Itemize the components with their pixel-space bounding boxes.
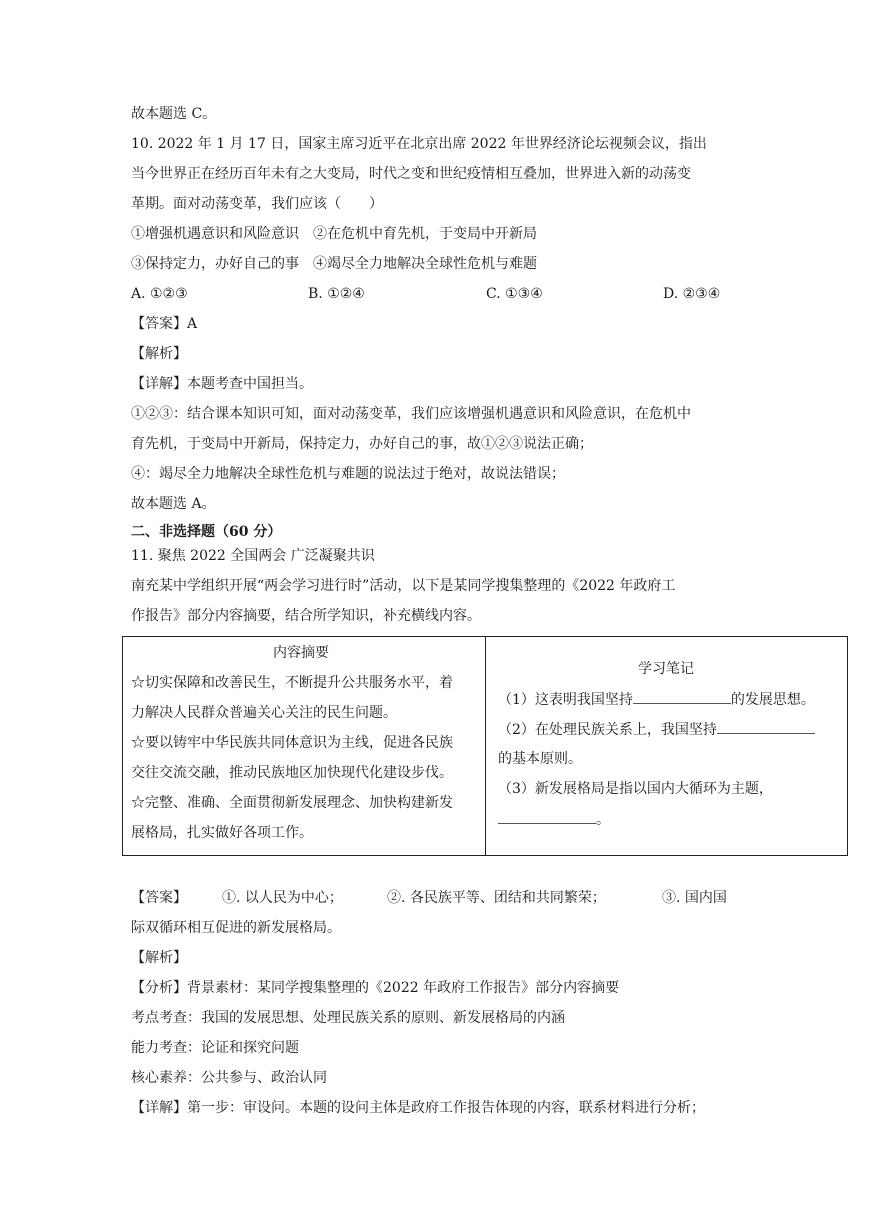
left-line-6: 展格局，扎实做好各项工作。 <box>131 825 313 841</box>
left-line-4: 交往交流交融，推动民族地区加快现代化建设步伐。 <box>131 765 453 781</box>
note-2-pre: （2）在处理民族关系上，我国坚持 <box>498 722 717 738</box>
q10-stem-line-2: 当今世界正在经历百年未有之大变局，时代之变和世纪疫情相互叠加，世界进入新的动荡变 <box>131 166 691 182</box>
q10-stem-line-1: 10. 2022 年 1 月 17 日，国家主席习近平在北京出席 2022 年世界经济论坛视频会议，指出 <box>131 136 707 152</box>
q11-answer-part-2: ②. 各民族平等、团结和共同繁荣； <box>387 890 606 906</box>
left-line-1: ☆切实保障和改善民生，不断提升公共服务水平，着 <box>131 675 453 691</box>
note-2 <box>498 719 815 740</box>
table-divider <box>485 637 486 855</box>
note-1-post: 的发展思想。 <box>730 692 815 708</box>
note-1 <box>498 689 815 710</box>
right-header: 学习笔记 <box>638 661 694 677</box>
left-line-5: ☆完整、准确、全面贯彻新发展理念、加快构建新发 <box>131 795 453 811</box>
q10-detail-line-3: 育先机，于变局中开新局，保持定力，办好自己的事，故①②③说法正确； <box>131 436 593 452</box>
q11-analysis-line-5: 【详解】第一步：审设问。本题的设问主体是政府工作报告体现的内容，联系材料进行分析； <box>131 1100 705 1116</box>
q11-analysis-line-4: 核心素养：公共参与、政治认同 <box>131 1070 327 1086</box>
q11-answer-part-1: ①. 以人民为中心； <box>222 890 343 906</box>
q10-statements-line-1: ①增强机遇意识和风险意识 ②在危机中育先机，于变局中开新局 <box>131 226 537 242</box>
note-2-blank <box>717 719 815 734</box>
note-3-post: 。 <box>596 812 610 828</box>
q10-stem-line-3: 革期。面对动荡变革，我们应该（ ） <box>131 196 383 212</box>
q11-analysis-line-3: 能力考查：论证和探究问题 <box>131 1040 299 1056</box>
q11-answer-cont: 际双循环相互促进的新发展格局。 <box>131 920 341 936</box>
q11-answer-part-3: ③. 国内国 <box>662 890 727 906</box>
q10-detail-line-4: ④：竭尽全力地解决全球性危机与难题的说法过于绝对，故说法错误； <box>131 466 565 482</box>
q11-title: 11. 聚焦 2022 全国两会 广泛凝聚共识 <box>131 548 375 564</box>
q11-analysis-line-2: 考点考查：我国的发展思想、处理民族关系的原则、新发展格局的内涵 <box>131 1010 565 1026</box>
q11-analysis-line-1: 【分析】背景素材：某同学搜集整理的《2022 年政府工作报告》部分内容摘要 <box>131 980 620 996</box>
q10-detail-line-1: 【详解】本题考查中国担当。 <box>131 376 313 392</box>
left-header: 内容摘要 <box>273 645 329 661</box>
note-2-cont: 的基本原则。 <box>498 751 582 767</box>
q11-intro-line-1: 南充某中学组织开展“两会学习进行时”活动，以下是某同学搜集整理的《2022 年政府工 <box>131 578 676 594</box>
q10-answer: 【答案】A <box>131 316 198 332</box>
note-1-pre: （1）这表明我国坚持 <box>498 692 633 708</box>
q11-answer-label: 【答案】 <box>131 890 187 906</box>
q10-detail-line-5: 故本题选 A。 <box>131 496 216 512</box>
note-3-cont <box>498 809 610 830</box>
q10-statements-line-2: ③保持定力，办好自己的事 ④竭尽全力地解决全球性危机与难题 <box>131 256 537 272</box>
left-line-2: 力解决人民群众普遍关心关注的民生问题。 <box>131 705 397 721</box>
q11-intro-line-2: 作报告》部分内容摘要，结合所学知识，补充横线内容。 <box>131 608 481 624</box>
q10-option-c: C. ①③④ <box>486 286 543 302</box>
q11-table <box>122 636 848 856</box>
q10-analysis-label: 【解析】 <box>131 346 187 362</box>
q11-analysis-label: 【解析】 <box>131 950 187 966</box>
note-3: （3）新发展格局是指以国内大循环为主题， <box>498 781 773 797</box>
q10-option-a: A. ①②③ <box>131 286 188 302</box>
q10-option-d: D. ②③④ <box>663 286 721 302</box>
q10-option-b: B. ①②④ <box>308 286 365 302</box>
note-3-blank <box>498 809 596 824</box>
q10-detail-line-2: ①②③：结合课本知识可知，面对动荡变革，我们应该增强机遇意识和风险意识，在危机中 <box>131 406 691 422</box>
section-2-title: 二、非选择题（60 分） <box>131 524 282 540</box>
prev-conclusion: 故本题选 C。 <box>131 106 217 122</box>
left-line-3: ☆要以铸牢中华民族共同体意识为主线，促进各民族 <box>131 735 453 751</box>
note-1-blank <box>633 689 731 704</box>
